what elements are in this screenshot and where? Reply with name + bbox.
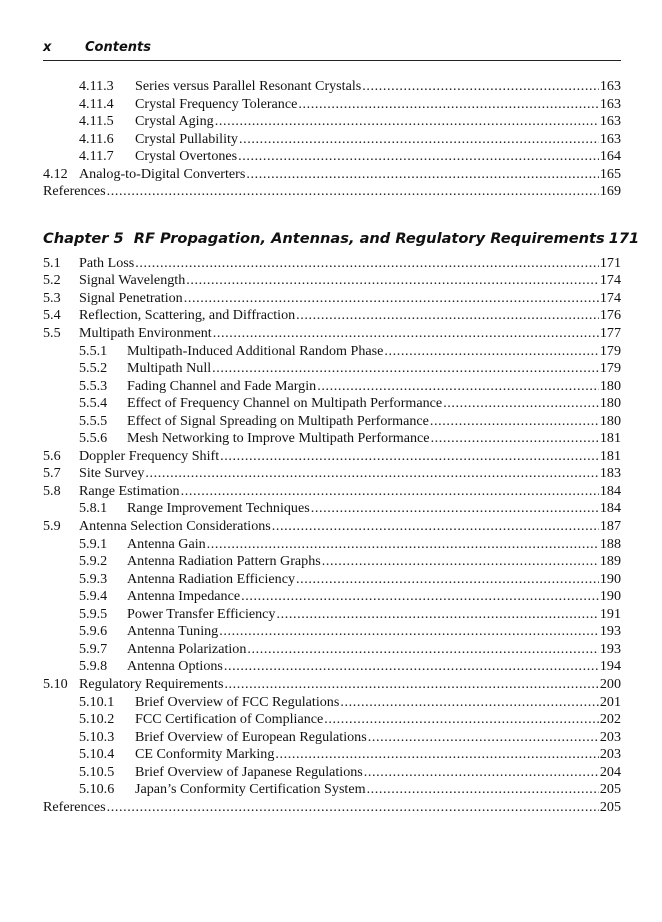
leader-dots (107, 183, 599, 201)
entry-title: Antenna Polarization (127, 640, 247, 657)
entry-number: 5.4 (43, 307, 61, 324)
toc-entry[interactable] (43, 518, 621, 536)
entry-page: 181 (599, 430, 621, 447)
running-head-title: Contents (85, 40, 151, 55)
page-number: x (43, 40, 52, 55)
entry-number: 5.5.5 (79, 412, 108, 429)
leader-dots (384, 343, 598, 361)
toc-entry[interactable] (43, 571, 621, 589)
toc-entry[interactable] (43, 536, 621, 554)
entry-number: 5.9.4 (79, 588, 108, 605)
entry-title: Crystal Overtones (135, 148, 238, 165)
toc-entry[interactable] (43, 606, 621, 624)
entry-page: 188 (599, 535, 621, 552)
leader-dots (207, 536, 599, 554)
toc-entry[interactable] (43, 623, 621, 641)
leader-dots (224, 658, 599, 676)
entry-page: 181 (599, 447, 621, 464)
entry-number: 5.2 (43, 272, 61, 289)
toc-entry[interactable] (43, 96, 621, 114)
entry-number: 5.7 (43, 465, 61, 482)
leader-dots (181, 483, 599, 501)
entry-title: Fading Channel and Fade Margin (127, 377, 317, 394)
entry-page: 205 (599, 798, 621, 815)
entry-page: 204 (599, 763, 621, 780)
entry-title: Crystal Aging (135, 113, 214, 130)
entry-number: 5.9.2 (79, 553, 108, 570)
toc-entry[interactable] (43, 658, 621, 676)
toc-entry[interactable] (43, 272, 621, 290)
entry-number: 5.9.3 (79, 570, 108, 587)
entry-page: 190 (599, 570, 621, 587)
entry-page: 165 (599, 165, 621, 182)
leader-dots (367, 781, 599, 799)
entry-number: 4.12 (43, 165, 68, 182)
entry-title: Crystal Pullability (135, 130, 238, 147)
entry-page: 163 (599, 95, 621, 112)
leader-dots (298, 96, 599, 114)
entry-title: Antenna Impedance (127, 588, 241, 605)
entry-title: Antenna Radiation Efficiency (127, 570, 296, 587)
entry-number: 5.5.4 (79, 395, 108, 412)
entry-number: 5.9.5 (79, 605, 108, 622)
entry-title: Multipath Null (127, 360, 212, 377)
leader-dots (241, 588, 599, 606)
leader-dots (184, 290, 599, 308)
leader-dots (272, 518, 599, 536)
entry-number: 5.9.8 (79, 658, 108, 675)
entry-number: 4.11.3 (79, 78, 114, 94)
entry-number: 5.10 (43, 675, 68, 692)
entry-number: 5.10.5 (79, 763, 115, 780)
entry-title: Analog-to-Digital Converters (79, 165, 246, 182)
entry-number: 5.9.7 (79, 640, 108, 657)
entry-page: 177 (599, 325, 621, 342)
entry-page: 179 (599, 360, 621, 377)
leader-dots (431, 430, 599, 448)
entry-page: 187 (599, 518, 621, 535)
entry-title: Path Loss (79, 254, 135, 271)
entry-page: 163 (599, 130, 621, 147)
entry-number: 4.11.7 (79, 148, 114, 165)
toc-entry[interactable] (43, 781, 621, 799)
entry-page: 203 (599, 746, 621, 763)
entry-page: 171 (599, 254, 621, 271)
entry-page: 174 (599, 272, 621, 289)
entry-number: 5.9 (43, 518, 61, 535)
entry-title: Signal Penetration (79, 289, 183, 306)
toc-entry[interactable] (43, 483, 621, 501)
entry-number: 5.9.1 (79, 535, 108, 552)
entry-number: 5.5.2 (79, 360, 108, 377)
entry-page: 203 (599, 728, 621, 745)
header-rule (43, 60, 621, 61)
toc-entry[interactable] (43, 465, 621, 483)
entry-title: Crystal Frequency Tolerance (135, 95, 298, 112)
toc-entry[interactable] (43, 588, 621, 606)
entry-page: 180 (599, 395, 621, 412)
entry-title: Effect of Signal Spreading on Multipath Performance (127, 412, 429, 429)
leader-dots (219, 623, 599, 641)
toc-entry[interactable] (43, 360, 621, 378)
entry-title: References (43, 798, 106, 815)
entry-number: 5.10.1 (79, 693, 115, 710)
running-head (43, 38, 621, 58)
toc-entry[interactable] (43, 746, 621, 764)
entry-title: FCC Certification of Compliance (135, 711, 324, 728)
toc-entry[interactable] (43, 694, 621, 712)
entry-page: 190 (599, 588, 621, 605)
entry-page: 163 (599, 113, 621, 130)
entry-title: References (43, 183, 106, 200)
toc-entry[interactable] (43, 131, 621, 149)
entry-title: Antenna Options (127, 658, 223, 675)
leader-dots (145, 465, 598, 483)
entry-page: 184 (599, 500, 621, 517)
entry-number: 4.11.4 (79, 95, 114, 112)
toc-entry[interactable] (43, 113, 621, 131)
leader-dots (213, 325, 599, 343)
entry-page: 191 (599, 605, 621, 622)
entry-title: Brief Overview of European Regulations (135, 728, 367, 745)
entry-page: 193 (599, 623, 621, 640)
entry-number: 5.10.3 (79, 728, 115, 745)
entry-page: 180 (599, 377, 621, 394)
entry-title: Brief Overview of Japanese Regulations (135, 763, 363, 780)
entry-page: 201 (599, 693, 621, 710)
chapter-title: RF Propagation, Antennas, and Regulatory Requirements (133, 229, 605, 247)
toc-entry[interactable] (43, 290, 621, 308)
leader-dots (186, 272, 599, 290)
leader-dots (317, 378, 599, 396)
entry-title: Doppler Frequency Shift (79, 447, 220, 464)
toc-entry[interactable] (43, 413, 621, 431)
chapter-heading[interactable] (43, 229, 640, 254)
leader-dots (247, 641, 598, 659)
entry-title: Mesh Networking to Improve Multipath Performance (127, 430, 430, 447)
toc-top-list (43, 78, 621, 201)
toc-entry[interactable] (43, 764, 621, 782)
toc-entry[interactable] (43, 553, 621, 571)
leader-dots (239, 131, 599, 149)
entry-page: 205 (599, 781, 621, 798)
entry-number: 5.1 (43, 254, 61, 271)
leader-dots (443, 395, 599, 413)
toc-entry[interactable] (43, 343, 621, 361)
leader-dots (368, 729, 599, 747)
leader-dots (430, 413, 599, 431)
entry-page: 164 (599, 148, 621, 165)
toc-entry[interactable] (43, 148, 621, 166)
entry-title: Range Estimation (79, 482, 180, 499)
entry-number: 5.10.2 (79, 711, 115, 728)
toc-entry[interactable] (43, 448, 621, 466)
entry-title: Antenna Radiation Pattern Graphs (127, 553, 321, 570)
leader-dots (364, 764, 599, 782)
entry-page: 184 (599, 482, 621, 499)
entry-number: 5.5 (43, 325, 61, 342)
toc-chapter-list (43, 255, 621, 817)
toc-entry[interactable] (43, 307, 621, 325)
leader-dots (322, 553, 599, 571)
leader-dots (220, 448, 599, 466)
entry-number: 5.8 (43, 482, 61, 499)
leader-dots (224, 676, 598, 694)
leader-dots (215, 113, 599, 131)
section-spacer (43, 201, 621, 230)
leader-dots (135, 255, 599, 273)
entry-number: 5.3 (43, 289, 61, 306)
entry-title: Multipath Environment (79, 325, 212, 342)
toc-entry[interactable] (43, 255, 621, 273)
entry-number: 5.6 (43, 447, 61, 464)
entry-title: Brief Overview of FCC Regulations (135, 693, 340, 710)
entry-title: Series versus Parallel Resonant Crystals (135, 78, 362, 94)
entry-page: 200 (599, 675, 621, 692)
leader-dots (296, 307, 599, 325)
entry-page: 179 (599, 342, 621, 359)
leader-dots (276, 606, 598, 624)
entry-page: 193 (599, 640, 621, 657)
leader-dots (212, 360, 599, 378)
entry-title: Antenna Gain (127, 535, 206, 552)
leader-dots (238, 148, 599, 166)
toc-entry[interactable] (43, 325, 621, 343)
toc-entry[interactable] (43, 711, 621, 729)
chapter-page: 171 (608, 229, 640, 247)
entry-number: 5.5.6 (79, 430, 108, 447)
entry-title: Range Improvement Techniques (127, 500, 310, 517)
entry-page: 174 (599, 289, 621, 306)
toc-entry[interactable] (43, 641, 621, 659)
leader-dots (340, 694, 599, 712)
leader-dots (324, 711, 599, 729)
entry-page: 176 (599, 307, 621, 324)
entry-number: 5.10.6 (79, 781, 115, 798)
entry-title: Effect of Frequency Channel on Multipath Performance (127, 395, 443, 412)
entry-page: 169 (599, 183, 621, 200)
entry-page: 180 (599, 412, 621, 429)
leader-dots (107, 799, 599, 817)
entry-number: 5.8.1 (79, 500, 108, 517)
entry-title: Antenna Selection Considerations (79, 518, 271, 535)
leader-dots (311, 500, 599, 518)
toc-references-entry[interactable] (43, 799, 621, 817)
entry-title: Site Survey (79, 465, 145, 482)
entry-title: Power Transfer Efficiency (127, 605, 276, 622)
toc-entry[interactable] (43, 676, 621, 694)
entry-title: Reflection, Scattering, and Diffraction (79, 307, 296, 324)
toc-entry[interactable] (43, 395, 621, 413)
entry-title: Regulatory Requirements (79, 675, 224, 692)
toc-references-entry[interactable] (43, 183, 621, 201)
entry-number: 5.5.1 (79, 342, 108, 359)
toc-entry[interactable] (43, 378, 621, 396)
toc-entry[interactable] (43, 78, 621, 96)
entry-number: 4.11.6 (79, 130, 114, 147)
leader-dots (296, 571, 599, 589)
entry-title: Multipath-Induced Additional Random Phase (127, 342, 384, 359)
entry-page: 183 (599, 465, 621, 482)
toc-entry[interactable] (43, 729, 621, 747)
table-of-contents (43, 78, 640, 816)
entry-title: Japan’s Conformity Certification System (135, 781, 366, 798)
entry-number: 5.5.3 (79, 377, 108, 394)
entry-page: 194 (599, 658, 621, 675)
entry-page: 189 (599, 553, 621, 570)
entry-title: Signal Wavelength (79, 272, 186, 289)
leader-dots (275, 746, 598, 764)
entry-number: 5.9.6 (79, 623, 108, 640)
leader-dots (246, 166, 599, 184)
entry-title: Antenna Tuning (127, 623, 219, 640)
toc-entry[interactable] (43, 500, 621, 518)
toc-entry[interactable] (43, 430, 621, 448)
entry-number: 5.10.4 (79, 746, 115, 763)
entry-page: 163 (599, 78, 621, 94)
entry-title: CE Conformity Marking (135, 746, 275, 763)
entry-number: 4.11.5 (79, 113, 114, 130)
chapter-number: Chapter 5 (43, 229, 124, 247)
toc-entry[interactable] (43, 166, 621, 184)
entry-page: 202 (599, 711, 621, 728)
leader-dots (362, 78, 599, 96)
